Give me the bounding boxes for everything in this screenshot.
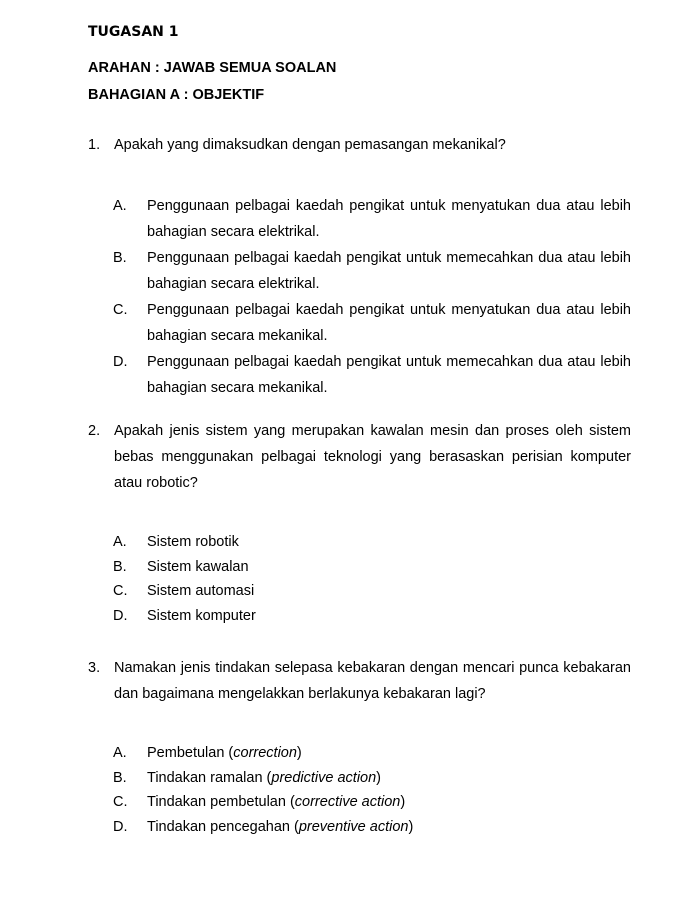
option-text-english: predictive action: [271, 769, 377, 786]
option-text-main: Tindakan pembetulan (: [147, 794, 295, 810]
option-letter: A.: [113, 198, 127, 214]
option-text-main: Tindakan pencegahan (: [147, 818, 299, 835]
option-text-english: corrective action: [294, 794, 401, 810]
option-letter: D.: [113, 818, 128, 835]
section-heading: BAHAGIAN A : OBJEKTIF: [88, 87, 265, 103]
option-text-close: ): [408, 818, 414, 835]
question-number: 3.: [88, 660, 101, 676]
option-text-main: Pembetulan (: [147, 745, 234, 761]
question-3-options: [113, 741, 631, 839]
instruction-heading: ARAHAN : JAWAB SEMUA SOALAN: [88, 60, 337, 76]
question-1-options: [113, 193, 631, 401]
option-d: [113, 815, 631, 840]
option-text: Sistem kawalan: [147, 558, 249, 575]
option-text: Sistem automasi: [147, 583, 255, 599]
option-text: [147, 790, 631, 815]
question-1: [88, 132, 631, 158]
option-text: Penggunaan pelbagai kaedah pengikat untuk menyatukan dua atau lebih bahagian secara mekanikal.: [147, 302, 631, 344]
option-text: Sistem robotik: [147, 534, 239, 550]
option-text-main: Tindakan ramalan (: [147, 769, 272, 786]
option-letter: B.: [113, 250, 127, 266]
question-number: 1.: [88, 137, 101, 153]
option-c: [113, 579, 631, 604]
option-letter: C.: [113, 302, 128, 318]
option-letter: D.: [113, 354, 128, 370]
question-2-options: [113, 530, 631, 628]
question-2: [88, 418, 631, 496]
option-text-english: preventive action: [298, 818, 409, 835]
option-d: [113, 349, 631, 401]
option-b: [113, 766, 631, 791]
document-title: TUGASAN 1: [88, 24, 179, 40]
option-letter: D.: [113, 607, 128, 624]
option-text-close: ): [400, 794, 406, 810]
option-letter: C.: [113, 794, 128, 810]
option-b: [113, 245, 631, 297]
option-text: Penggunaan pelbagai kaedah pengikat untuk memecahkan dua atau lebih bahagian secara mekanikal.: [147, 354, 631, 396]
option-letter: B.: [113, 769, 127, 786]
option-text: [147, 741, 631, 766]
option-a: [113, 530, 631, 555]
option-letter: A.: [113, 745, 127, 761]
option-c: [113, 297, 631, 349]
option-text-close: ): [376, 769, 382, 786]
option-text: Sistem komputer: [147, 607, 256, 624]
question-number: 2.: [88, 423, 101, 439]
question-text: Apakah yang dimaksudkan dengan pemasangan mekanikal?: [114, 137, 506, 153]
option-text: Penggunaan pelbagai kaedah pengikat untuk menyatukan dua atau lebih bahagian secara elektrikal.: [147, 198, 631, 240]
option-text-close: ): [296, 745, 302, 761]
question-text: Apakah jenis sistem yang merupakan kawalan mesin dan proses oleh sistem bebas menggunakan pelbagai teknologi yang berasaskan perisian komputer atau robotic?: [114, 423, 631, 491]
option-letter: C.: [113, 583, 128, 599]
option-b: [113, 555, 631, 580]
option-a: [113, 741, 631, 766]
option-c: [113, 790, 631, 815]
option-letter: A.: [113, 534, 127, 550]
option-text: [147, 815, 631, 840]
question-text: Namakan jenis tindakan selepasa kebakaran dengan mencari punca kebakaran dan bagaimana mengelakkan berlakunya kebakaran lagi?: [114, 660, 631, 702]
option-text-english: correction: [233, 745, 297, 761]
option-letter: B.: [113, 558, 127, 575]
option-d: [113, 604, 631, 629]
option-text: Penggunaan pelbagai kaedah pengikat untuk memecahkan dua atau lebih bahagian secara elektrikal.: [147, 250, 631, 292]
option-a: [113, 193, 631, 245]
question-3: [88, 655, 631, 707]
option-text: [147, 766, 631, 791]
